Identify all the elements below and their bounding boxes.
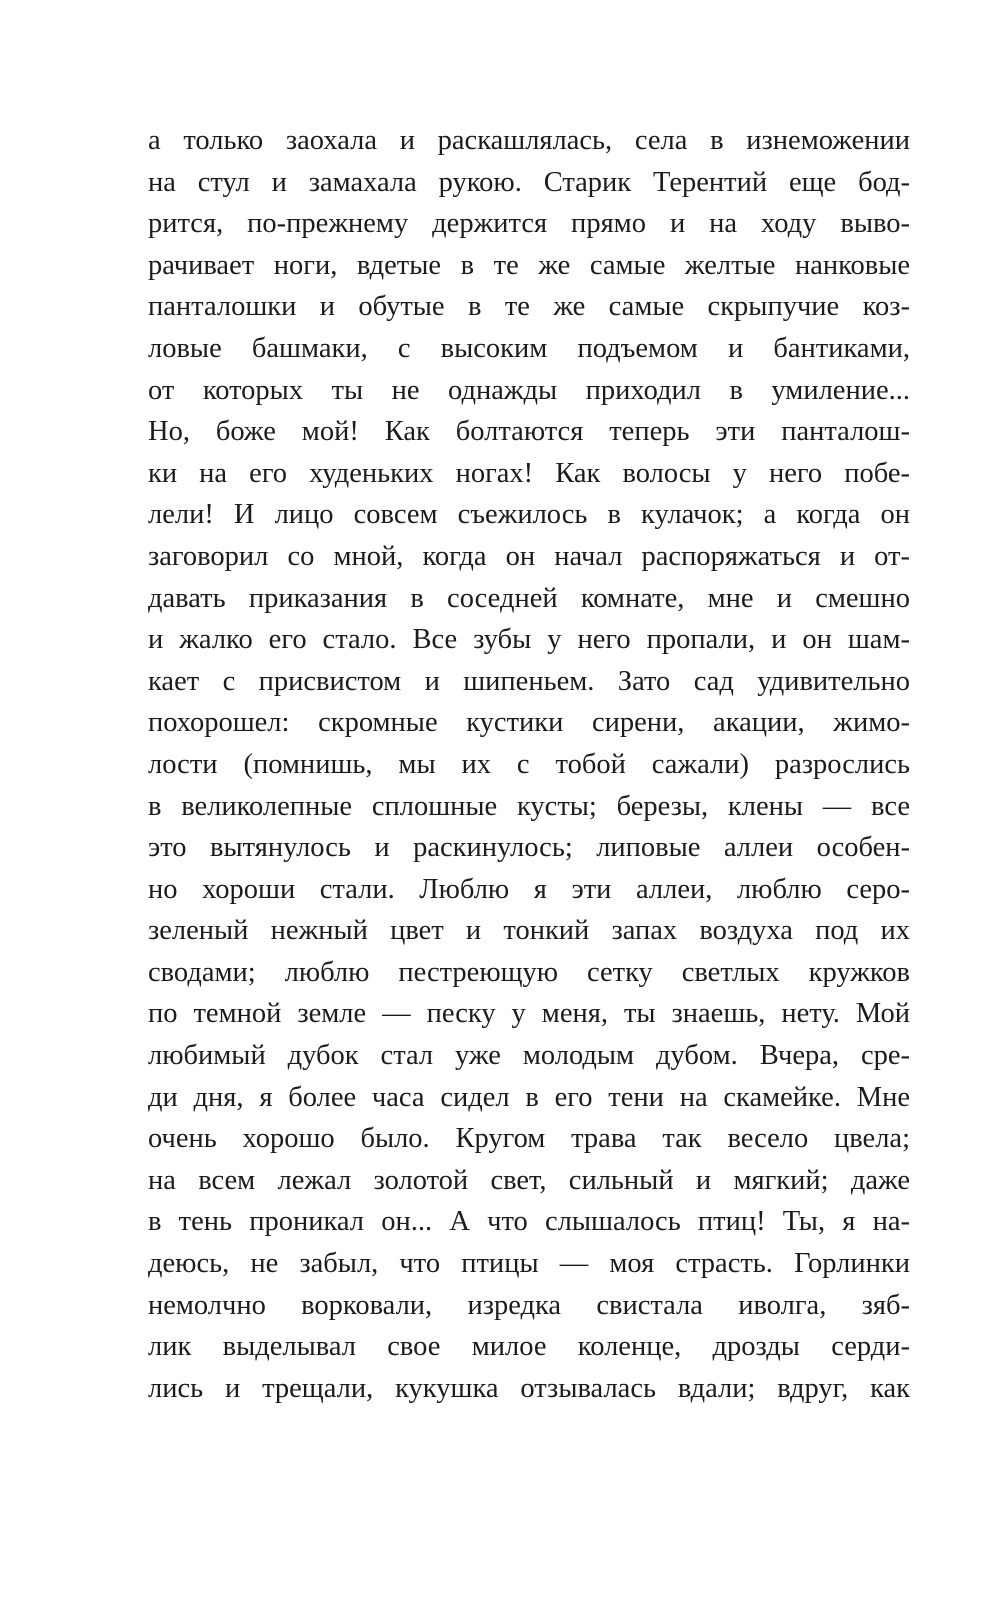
text-line: похорошел: скромные кустики сирени, акации, жимо- (148, 707, 910, 739)
text-line: любимый дубок стал уже молодым дубом. Вчера, сре- (148, 1040, 910, 1072)
text-line: рачивает ноги, вдетые в те же самые желтые нанковые (148, 249, 910, 281)
text-line: лости (помнишь, мы их с тобой сажали) разрослись (148, 748, 910, 780)
text-line: лели! И лицо совсем съежилось в кулачок; а когда он (148, 499, 910, 531)
text-line: лись и трещали, кукушка отзывалась вдали; вдруг, как (148, 1372, 910, 1404)
text-line: а только заохала и раскашлялась, села в изнеможении (148, 125, 910, 156)
text-line: это вытянулось и раскинулось; липовые аллеи особен- (148, 832, 910, 864)
body-text (148, 120, 910, 1409)
text-line: по темной земле — песку у меня, ты знаешь, нету. Мой (148, 998, 910, 1030)
text-line: кает с присвистом и шипеньем. Зато сад удивительно (148, 665, 910, 697)
text-line: лик выделывал свое милое коленце, дрозды серди- (148, 1331, 910, 1363)
text-line: рится, по-прежнему держится прямо и на ходу выво- (148, 208, 910, 240)
text-line: ловые башмаки, с высоким подъемом и бантиками, (148, 332, 910, 364)
text-line: панталошки и обутые в те же самые скрыпучие коз- (148, 291, 910, 323)
text-line: Но, боже мой! Как болтаются теперь эти панталош- (148, 416, 910, 448)
text-line: зеленый нежный цвет и тонкий запах воздуха под их (148, 915, 910, 947)
text-line: на всем лежал золотой свет, сильный и мягкий; даже (148, 1164, 910, 1196)
text-line: немолчно ворковали, изредка свистала иволга, зяб- (148, 1289, 910, 1321)
text-line: ки на его худеньких ногах! Как волосы у него побе- (148, 457, 910, 489)
text-line: очень хорошо было. Кругом трава так весело цвела; (148, 1123, 910, 1155)
text-line: ди дня, я более часа сидел в его тени на скамейке. Мне (148, 1081, 910, 1113)
text-line: давать приказания в соседней комнате, мне и смешно (148, 582, 910, 614)
text-line: в тень проникал он... А что слышалось птиц! Ты, я на- (148, 1206, 910, 1238)
text-line: сводами; люблю пестреющую сетку светлых кружков (148, 956, 910, 988)
text-line: деюсь, не забыл, что птицы — моя страсть. Горлинки (148, 1248, 910, 1280)
text-line: от которых ты не однажды приходил в умиление... (148, 374, 910, 406)
text-line: заговорил со мной, когда он начал распоряжаться и от- (148, 540, 910, 572)
text-line: и жалко его стало. Все зубы у него пропали, и он шам- (148, 624, 910, 656)
text-line: но хороши стали. Люблю я эти аллеи, люблю серо- (148, 873, 910, 905)
text-line: на стул и замахала рукою. Старик Терентий еще бод- (148, 166, 910, 198)
text-line: в великолепные сплошные кусты; березы, клены — все (148, 790, 910, 822)
